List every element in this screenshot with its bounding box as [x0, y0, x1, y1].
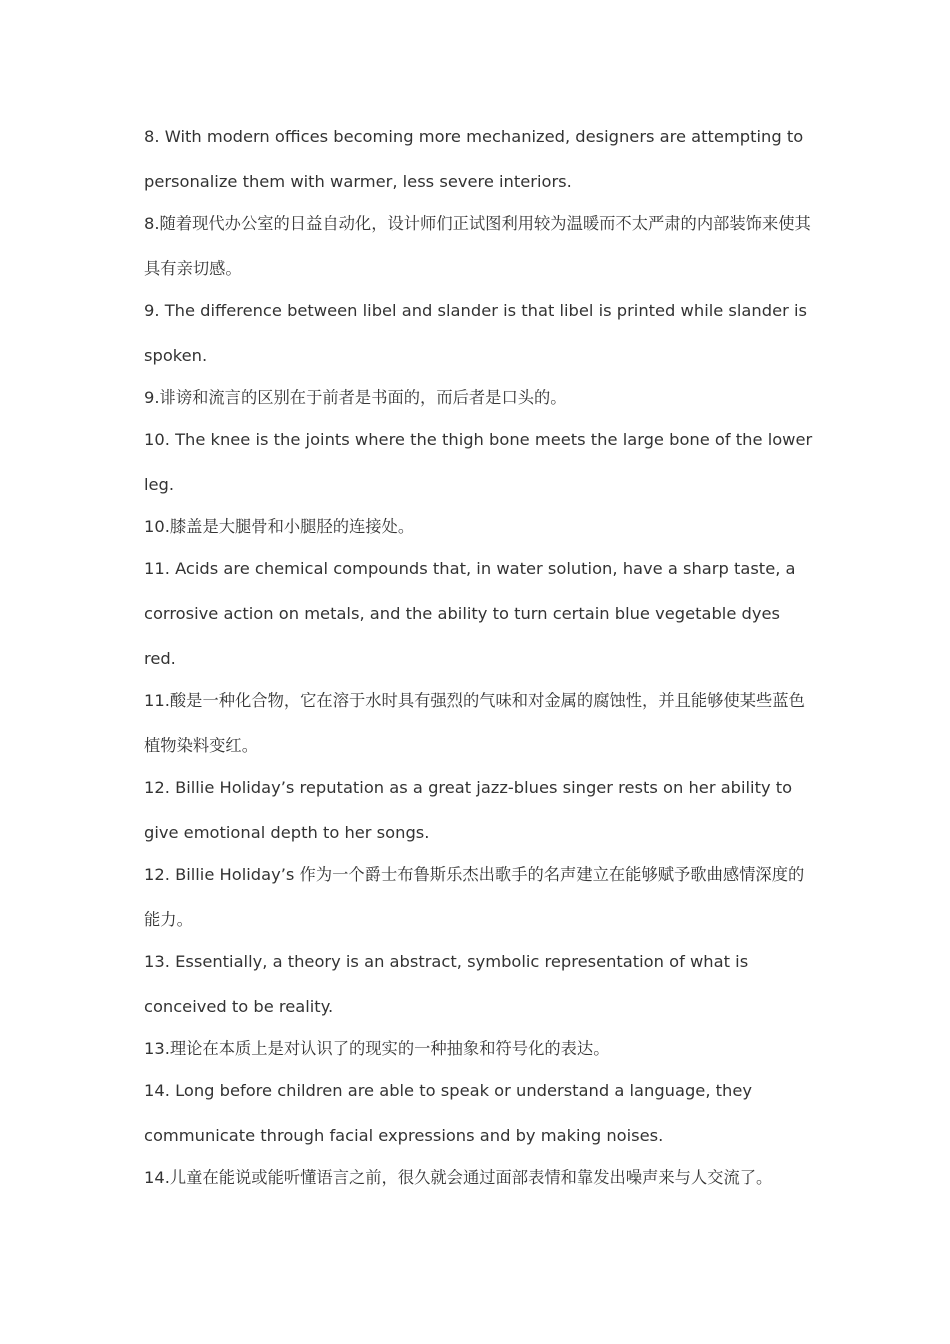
sentence-8-chinese: 8.随着现代办公室的日益自动化，设计师们正试图利用较为温暖而不太严肃的内部装饰来使其具有亲切感。 [144, 214, 811, 278]
sentence-9-english: 9. The difference between libel and slander is that libel is printed while slander is spoken. [144, 301, 807, 365]
sentence-12-chinese: 12. Billie Holiday’s 作为一个爵士布鲁斯乐杰出歌手的名声建立在能够赋予歌曲感情深度的能力。 [144, 865, 805, 929]
sentence-13-english: 13. Essentially, a theory is an abstract, symbolic representation of what is conceived to be reality. [144, 952, 749, 1016]
sentence-10-chinese: 10.膝盖是大腿骨和小腿胫的连接处。 [144, 517, 415, 536]
document-body [144, 114, 814, 1197]
sentence-11-chinese: 11.酸是一种化合物，它在溶于水时具有强烈的气味和对金属的腐蚀性，并且能够使某些蓝色植物染料变红。 [144, 691, 805, 755]
sentence-12-english: 12. Billie Holiday’s reputation as a great jazz-blues singer rests on her ability to give emotional depth to her songs. [144, 778, 793, 842]
sentence-13-chinese: 13.理论在本质上是对认识了的现实的一种抽象和符号化的表达。 [144, 1039, 610, 1058]
sentence-14-chinese: 14.儿童在能说或能听懂语言之前，很久就会通过面部表情和靠发出噪声来与人交流了。 [144, 1168, 773, 1187]
sentence-9-chinese: 9.诽谤和流言的区别在于前者是书面的，而后者是口头的。 [144, 388, 567, 407]
sentence-8-english: 8. With modern offices becoming more mechanized, designers are attempting to personalize them with warmer, less severe interiors. [144, 127, 804, 191]
sentence-11-english: 11. Acids are chemical compounds that, in water solution, have a sharp taste, a corrosive action on metals, and the ability to turn certain blue vegetable dyes red. [144, 559, 796, 668]
sentence-10-english: 10. The knee is the joints where the thigh bone meets the large bone of the lower leg. [144, 430, 813, 494]
sentence-14-english: 14. Long before children are able to speak or understand a language, they communicate through facial expressions and by making noises. [144, 1081, 753, 1145]
